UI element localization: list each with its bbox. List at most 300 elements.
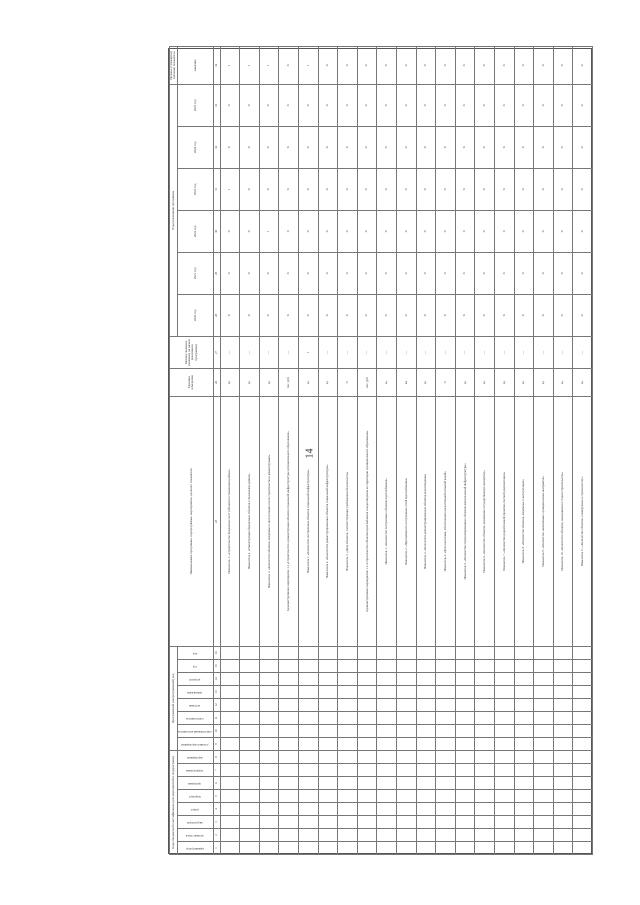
year-value-cell: 0 <box>318 126 338 168</box>
code-cell <box>299 790 319 803</box>
final-value-cell: 0 <box>416 46 436 84</box>
code-cell <box>220 829 240 842</box>
year-value-cell: 0 <box>514 126 534 168</box>
code-cell <box>573 698 593 711</box>
year-value-cell: 0 <box>436 294 456 336</box>
code-cell <box>553 659 573 672</box>
code-cell <box>377 803 397 816</box>
code-cell <box>573 711 593 724</box>
code-cell <box>494 737 514 750</box>
code-cell <box>279 803 299 816</box>
base-value-cell: — <box>397 336 417 368</box>
year-value-cell: 0 <box>377 168 397 210</box>
final-value-cell: 1 <box>220 46 240 84</box>
code-cell <box>553 777 573 790</box>
column-number: 33 <box>213 84 220 126</box>
year-value-cell: 0 <box>436 252 456 294</box>
code-cell <box>416 672 436 685</box>
code-cell <box>534 698 554 711</box>
year-value-cell: 0 <box>357 126 377 168</box>
year-value-cell: 0 <box>377 84 397 126</box>
code-cell <box>377 672 397 685</box>
table-row <box>534 46 554 854</box>
code-cell <box>259 672 279 685</box>
code-cell <box>494 829 514 842</box>
codes-group-header: Коды бюджетной классификации (для мероприятий и подпрограмм) <box>170 750 178 854</box>
code-subheader: источник <box>177 698 213 711</box>
unit-cell: ед. <box>318 368 338 396</box>
code-cell <box>514 829 534 842</box>
code-cell <box>534 724 554 737</box>
code-cell <box>240 646 260 659</box>
code-subheader: вид расходов <box>177 816 213 829</box>
code-cell <box>514 777 534 790</box>
code-cell <box>318 750 338 763</box>
code-cell <box>416 842 436 855</box>
year-value-cell: 0 <box>338 210 358 252</box>
code-cell <box>357 737 377 750</box>
code-cell <box>279 750 299 763</box>
year-value-cell: 0 <box>259 252 279 294</box>
year-value-cell: 0 <box>220 252 240 294</box>
code-cell <box>259 816 279 829</box>
table-row <box>494 46 514 854</box>
year-value-cell: 0 <box>553 84 573 126</box>
code-cell <box>279 842 299 855</box>
code-cell <box>494 777 514 790</box>
year-value-cell: 0 <box>357 252 377 294</box>
code-cell <box>455 646 475 659</box>
code-cell <box>357 842 377 855</box>
year-value-cell: 0 <box>534 210 554 252</box>
code-cell <box>475 659 495 672</box>
year-value-cell: 0 <box>416 252 436 294</box>
code-cell <box>220 803 240 816</box>
code-cell <box>357 816 377 829</box>
code-cell <box>514 764 534 777</box>
code-cell <box>436 711 456 724</box>
code-cell <box>573 685 593 698</box>
code-cell <box>377 777 397 790</box>
code-cell <box>475 803 495 816</box>
code-cell <box>436 646 456 659</box>
unit-cell: ед. <box>377 368 397 396</box>
base-value-cell: — <box>240 336 260 368</box>
year-value-cell: 0 <box>318 84 338 126</box>
year-subheader: 2023 год <box>177 168 213 210</box>
code-cell <box>220 698 240 711</box>
code-cell <box>494 685 514 698</box>
year-value-cell: 0 <box>397 126 417 168</box>
final-value-cell: 0 <box>553 46 573 84</box>
column-number: 10 <box>213 724 220 737</box>
year-value-cell: 0 <box>259 84 279 126</box>
year-value-cell: 0 <box>573 252 593 294</box>
code-cell <box>220 646 240 659</box>
code-subheader: администратор <box>177 842 213 855</box>
code-cell <box>318 790 338 803</box>
column-number: 27 <box>213 336 220 368</box>
year-value-cell: 0 <box>299 126 319 168</box>
code-subheader: мероприятие <box>177 750 213 763</box>
year-value-cell: 0 <box>279 210 299 252</box>
code-cell <box>534 737 554 750</box>
code-cell <box>338 790 358 803</box>
code-cell <box>475 737 495 750</box>
code-cell <box>416 777 436 790</box>
year-value-cell: 0 <box>573 168 593 210</box>
code-cell <box>553 737 573 750</box>
code-subheader: результат <box>177 672 213 685</box>
code-cell <box>455 750 475 763</box>
column-number: 3 <box>213 816 220 829</box>
code-cell <box>279 711 299 724</box>
column-number: 30 <box>213 210 220 252</box>
year-value-cell: 0 <box>259 294 279 336</box>
table-row <box>475 46 495 854</box>
code-cell <box>475 685 495 698</box>
year-value-cell: 0 <box>377 126 397 168</box>
base-value-cell: — <box>455 336 475 368</box>
code-cell <box>475 672 495 685</box>
code-cell <box>475 842 495 855</box>
code-cell <box>397 790 417 803</box>
code-cell <box>553 646 573 659</box>
code-cell <box>338 816 358 829</box>
year-value-cell: 0 <box>475 126 495 168</box>
code-cell <box>357 659 377 672</box>
unit-cell: ед. <box>553 368 573 396</box>
code-cell <box>573 737 593 750</box>
column-number: 6 <box>213 777 220 790</box>
code-cell <box>357 829 377 842</box>
column-number: 28 <box>213 294 220 336</box>
code-cell <box>573 724 593 737</box>
unit-cell: % <box>338 368 358 396</box>
year-value-cell: 0 <box>494 126 514 168</box>
year-value-cell: 0 <box>573 126 593 168</box>
code-cell <box>279 829 299 842</box>
code-cell <box>220 764 240 777</box>
year-value-cell: 0 <box>397 168 417 210</box>
year-value-cell: 0 <box>455 210 475 252</box>
code-cell <box>514 711 534 724</box>
code-cell <box>573 659 593 672</box>
code-cell <box>475 790 495 803</box>
unit-cell: % <box>436 368 456 396</box>
column-number: 13 <box>213 685 220 698</box>
year-subheader: 2020 год <box>177 294 213 336</box>
code-cell <box>338 698 358 711</box>
year-value-cell: 0 <box>357 210 377 252</box>
table-row <box>279 46 299 854</box>
year-value-cell: 0 <box>279 252 299 294</box>
code-cell <box>397 646 417 659</box>
code-cell <box>534 685 554 698</box>
code-subheader: подпрограмма <box>177 764 213 777</box>
column-number: 31 <box>213 168 220 210</box>
code-cell <box>220 816 240 829</box>
indicator-name: Показатель 3. «Количество объектов, введённых в эксплуатацию после строительства и реконструкции» <box>259 396 279 646</box>
code-cell <box>338 711 358 724</box>
table-row <box>455 46 475 854</box>
code-cell <box>436 777 456 790</box>
year-value-cell: 0 <box>338 168 358 210</box>
year-value-cell: 0 <box>514 294 534 336</box>
code-cell <box>397 685 417 698</box>
code-subheader: программа <box>177 777 213 790</box>
code-subheader: основное мероприятие <box>177 737 213 750</box>
final-value-cell: 1 <box>299 46 319 84</box>
year-value-cell: 0 <box>279 84 299 126</box>
year-value-cell: 0 <box>416 210 436 252</box>
code-cell <box>397 737 417 750</box>
code-cell <box>573 790 593 803</box>
year-value-cell: 0 <box>220 294 240 336</box>
year-value-cell: 0 <box>357 168 377 210</box>
column-number: 5 <box>213 790 220 803</box>
year-value-cell: 0 <box>553 168 573 210</box>
code-cell <box>338 685 358 698</box>
code-cell <box>553 698 573 711</box>
code-cell <box>534 777 554 790</box>
year-value-cell: 0 <box>318 210 338 252</box>
code-cell <box>494 698 514 711</box>
code-cell <box>573 764 593 777</box>
code-cell <box>397 764 417 777</box>
indicator-name: Показатель 2. «Количество реконструированных объектов социальной инфраструктуры» <box>318 396 338 646</box>
unit-cell: тыс. руб. <box>357 368 377 396</box>
indicator-name: Показатель 8. «Количество объектов, введённых в эксплуатацию» <box>514 396 534 646</box>
year-value-cell: 1 <box>259 210 279 252</box>
unit-cell: ед. <box>534 368 554 396</box>
code-cell <box>514 672 534 685</box>
code-cell <box>338 646 358 659</box>
code-cell <box>416 711 436 724</box>
code-subheader: направление <box>177 685 213 698</box>
code-cell <box>573 750 593 763</box>
code-cell <box>534 711 554 724</box>
indicator-name: Административное мероприятие 1.2 «Строительство объектов водоснабжения и водоотведения на территории муниципального образования» <box>357 396 377 646</box>
code-cell <box>220 777 240 790</box>
base-value-cell: — <box>259 336 279 368</box>
code-cell <box>436 842 456 855</box>
code-cell <box>259 764 279 777</box>
indicator-name: Показатель 1. «Количество построенных объектов водоснабжения» <box>377 396 397 646</box>
code-cell <box>259 842 279 855</box>
code-subheader: год <box>177 659 213 672</box>
final-value-cell: 0 <box>397 46 417 84</box>
code-cell <box>299 803 319 816</box>
code-cell <box>279 659 299 672</box>
code-cell <box>514 698 534 711</box>
code-cell <box>397 672 417 685</box>
column-number: 29 <box>213 252 220 294</box>
code-cell <box>475 750 495 763</box>
code-cell <box>240 803 260 816</box>
column-number: 11 <box>213 711 220 724</box>
code-cell <box>534 803 554 816</box>
code-cell <box>377 842 397 855</box>
code-cell <box>240 816 260 829</box>
base-value-cell: — <box>553 336 573 368</box>
code-cell <box>318 672 338 685</box>
code-cell <box>338 777 358 790</box>
base-value-cell: — <box>338 336 358 368</box>
code-cell <box>397 750 417 763</box>
code-cell <box>534 790 554 803</box>
code-cell <box>318 777 338 790</box>
code-cell <box>553 724 573 737</box>
code-cell <box>514 750 534 763</box>
code-cell <box>240 659 260 672</box>
code-cell <box>377 724 397 737</box>
code-cell <box>455 659 475 672</box>
base-value-cell: 1 <box>299 336 319 368</box>
code-cell <box>259 711 279 724</box>
indicator-name: Административное мероприятие 1.1 «Строительство и реконструкция объектов социальной инфраструктуры муниципального образования» <box>279 396 299 646</box>
indicator-name: Показатель 2. «Протяжённость построенных сетей водоснабжения» <box>397 396 417 646</box>
code-cell <box>455 816 475 829</box>
code-cell <box>573 829 593 842</box>
table-row <box>514 46 534 854</box>
code-cell <box>299 646 319 659</box>
years-group-header: Годы реализации программы <box>170 84 178 336</box>
code-cell <box>299 672 319 685</box>
rotated-table-sheet <box>168 48 592 854</box>
code-cell <box>416 724 436 737</box>
code-cell <box>377 790 397 803</box>
code-cell <box>299 698 319 711</box>
code-cell <box>573 672 593 685</box>
year-value-cell: 0 <box>494 294 514 336</box>
code-cell <box>299 750 319 763</box>
year-value-cell: 0 <box>416 168 436 210</box>
table-row <box>220 46 240 854</box>
year-value-cell: 0 <box>436 126 456 168</box>
year-value-cell: 0 <box>475 294 495 336</box>
code-subheader: ответственный исполнитель <box>177 724 213 737</box>
year-value-cell: 0 <box>436 168 456 210</box>
final-value-cell: 1 <box>240 46 260 84</box>
base-value-cell: — <box>279 336 299 368</box>
code-cell <box>299 659 319 672</box>
base-value-cell: — <box>534 336 554 368</box>
code-cell <box>553 816 573 829</box>
code-cell <box>318 711 338 724</box>
code-cell <box>240 672 260 685</box>
code-cell <box>279 724 299 737</box>
code-cell <box>416 790 436 803</box>
year-value-cell: 0 <box>338 84 358 126</box>
year-value-cell: 0 <box>514 84 534 126</box>
code-cell <box>377 711 397 724</box>
code-cell <box>553 672 573 685</box>
code-cell <box>338 659 358 672</box>
base-value-cell: — <box>436 336 456 368</box>
code-cell <box>397 777 417 790</box>
code-cell <box>377 698 397 711</box>
code-cell <box>475 711 495 724</box>
year-value-cell: 0 <box>494 252 514 294</box>
code-cell <box>455 724 475 737</box>
code-cell <box>318 646 338 659</box>
year-value-cell: 0 <box>318 294 338 336</box>
table-row <box>416 46 436 854</box>
code-cell <box>318 724 338 737</box>
code-cell <box>514 790 534 803</box>
code-cell <box>259 790 279 803</box>
indicator-name: Показатель 2. «Реконструкция бюджетных объектов в Знаменском районе» <box>240 396 260 646</box>
column-number: 7 <box>213 764 220 777</box>
code-cell <box>455 698 475 711</box>
unit-column-header: Единица измерения <box>170 368 214 396</box>
code-subheader: соисполнитель <box>177 711 213 724</box>
code-cell <box>494 816 514 829</box>
code-cell <box>416 803 436 816</box>
code-cell <box>357 711 377 724</box>
column-number: 32 <box>213 126 220 168</box>
code-cell <box>338 842 358 855</box>
code-cell <box>514 646 534 659</box>
final-value-subheader: значение <box>177 46 213 84</box>
code-cell <box>455 764 475 777</box>
code-cell <box>299 764 319 777</box>
code-cell <box>553 685 573 698</box>
code-cell <box>240 737 260 750</box>
base-value-cell: — <box>494 336 514 368</box>
code-cell <box>259 685 279 698</box>
name-column-header: Наименование программы, подпрограммы, мероприятия, целевого показателя <box>170 396 214 646</box>
code-cell <box>494 790 514 803</box>
code-cell <box>534 672 554 685</box>
code-cell <box>357 685 377 698</box>
indicator-name: Показатель 1. «Строительство бюджетных мест (объектов) в Знаменском районе» <box>220 396 240 646</box>
column-number: 1 <box>213 842 220 855</box>
code-cell <box>338 764 358 777</box>
code-subheader: раздел <box>177 803 213 816</box>
year-value-cell: 0 <box>259 126 279 168</box>
code-cell <box>436 724 456 737</box>
code-cell <box>534 750 554 763</box>
code-cell <box>397 698 417 711</box>
table-row <box>240 46 260 854</box>
unit-cell: ед. <box>494 368 514 396</box>
code-cell <box>475 777 495 790</box>
unit-cell: ед. <box>455 368 475 396</box>
year-value-cell: 0 <box>514 252 534 294</box>
code-cell <box>357 750 377 763</box>
year-value-cell: 0 <box>534 84 554 126</box>
code-cell <box>436 790 456 803</box>
code-cell <box>553 790 573 803</box>
final-value-cell: 0 <box>514 46 534 84</box>
unit-cell: ед. <box>514 368 534 396</box>
code-cell <box>338 737 358 750</box>
code-cell <box>259 659 279 672</box>
code-cell <box>397 711 417 724</box>
code-cell <box>357 698 377 711</box>
column-number: 9 <box>213 737 220 750</box>
code-cell <box>279 685 299 698</box>
code-cell <box>279 646 299 659</box>
code-cell <box>494 764 514 777</box>
year-value-cell: 0 <box>318 252 338 294</box>
code-cell <box>553 750 573 763</box>
code-cell <box>494 646 514 659</box>
code-cell <box>259 646 279 659</box>
base-value-cell: — <box>475 336 495 368</box>
